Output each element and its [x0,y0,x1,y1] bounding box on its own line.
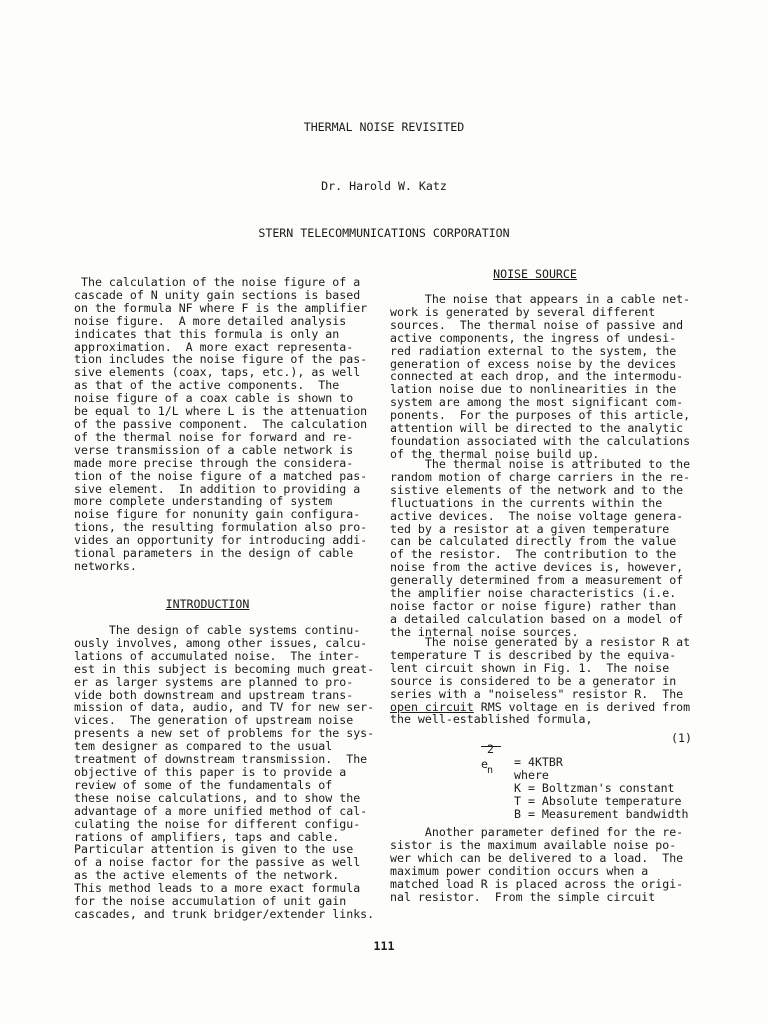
paragraph-3-continuation: RMS voltage en is derived from [473,699,691,714]
noise-source-paragraph-1: The noise that appears in a cable net- work is generated by several different sources. The thermal noise of passive and active components, the ingress of undesi- red radiation external to the system, the generation of excess noise by the devices connected at each drop, and the intermodu- lation noise due to nonlinearities in the system are among the most significant com- ponents. For the purposes of this article, attention will be directed to the analytic foundation associated with the calculations of the thermal noise build up. [390,292,691,461]
equation-definitions: = 4KTBR where K = Boltzman's constant T = Absolute temperature B = Measurement bandwidth [514,755,689,821]
author-affiliation: STERN TELECOMMUNICATIONS CORPORATION [258,226,510,240]
equation-symbol: e [481,757,488,771]
noise-source-heading: NOISE SOURCE [493,267,577,281]
equation-number: (1) [671,731,692,745]
introduction-paragraph: The design of cable systems continu- ously involves, among other issues, calcu- lations of accumulated noise. The inter- est in this subject is becoming much great- er as larger systems are planned to pro- vide both downstream and upstream trans- mission of data, audio, and TV for new ser- vices. The generation of upstream noise presents a new set of problems for the sys- tem designer as compared to the usual treatment of downstream transmission. The objective of this paper is to provide a review of some of the fundamentals of these noise calculations, and to show the advantage of a more unified method of cal- culating the noise for different configu- rations of amplifiers, taps and cable. Particular attention is given to the use of a noise factor for the passive as well as the active elements of the network. This method leads to a more exact formula for the noise accumulation of unit gain cascades, and trunk bridger/extender links. [74,623,375,921]
noise-source-paragraph-3 [390,636,690,726]
noise-source-paragraph-2: The thermal noise is attributed to the random motion of charge carriers in the re- sistive elements of the network and to the fluctuations in the currents within the active devices. The noise voltage genera- ted by a resistor at a given temperature can be calculated directly from the value of the resistor. The contribution to the noise from the active devices is, however, generally determined from a measurement of the amplifier noise characteristics (i.e. noise factor or noise figure) rather than a detailed calculation based on a model of the internal noise sources. [390,457,691,639]
paragraph-3-last-line: the well-established formula, [390,712,593,727]
equation-exponent: 2 [487,742,494,756]
author-name: Dr. Harold W. Katz [321,179,447,193]
introduction-heading: INTRODUCTION [165,597,250,611]
paragraph-3-text: The noise generated by a resistor R at temperature T is described by the equiva- lent circuit shown in Fig. 1. The noise source is considered to be a generator in series with a "noiseless" resistor R. The [390,635,691,701]
equation-subscript: n [487,765,494,776]
noise-source-paragraph-4: Another parameter defined for the re- sistor is the maximum available noise po- wer which can be delivered to a load. The maximum power condition occurs when a matched load R is placed across the origi- nal resistor. From the simple circuit [390,825,684,904]
paper-title: THERMAL NOISE REVISITED [303,120,465,134]
page-number: 111 [373,939,395,953]
abstract-paragraph: The calculation of the noise figure of a cascade of N unity gain sections is based on the formula NF where F is the amplifier noise figure. A more detailed analysis indicates that this formula is only an approximation. A more exact representa- tion includes the noise figure of the pas- sive elements (coax, taps, etc.), as well as that of the active components. The noise figure of a coax cable is shown to be equal to 1/L where L is the attenuation of the passive component. The calculation of the thermal noise for forward and re- verse transmission of a cable network is made more precise through the considera- tion of the noise figure of a matched pas- sive element. In addition to providing a more complete understanding of system noise figure for nonunity gain configura- tions, the resulting formulation also pro- vides an opportunity for introducing addi- tional parameters in the design of cable networks. [74,275,368,573]
open-circuit-term: open circuit [390,699,474,714]
